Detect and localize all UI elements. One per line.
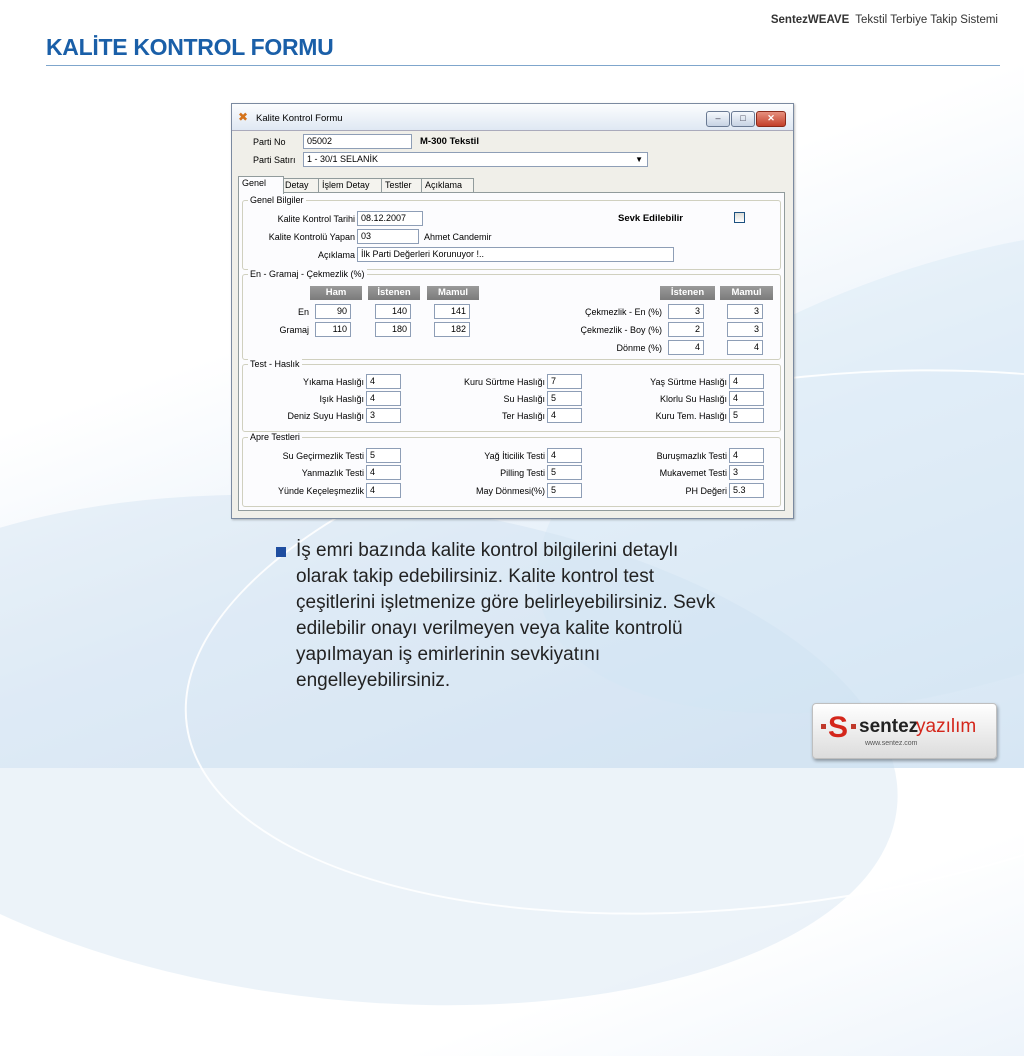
logo-url: www.sentez.com [865, 740, 918, 747]
donme-istenen-input[interactable]: 4 [668, 340, 704, 355]
apre-label: Su Geçirmezlik Testi [282, 451, 364, 461]
parti-satiri-label: Parti Satırı [253, 155, 296, 165]
yapan-label: Kalite Kontrolü Yapan [268, 232, 355, 242]
haslik-input[interactable]: 4 [547, 408, 582, 423]
close-button[interactable]: ✕ [756, 111, 786, 127]
logo-word-yazilim: yazılım [916, 716, 977, 737]
group-genel-bilgiler [242, 195, 781, 270]
group-title: Apre Testleri [250, 432, 300, 442]
tab-islem-detay[interactable]: İşlem Detay [318, 178, 384, 193]
bullet-list [276, 538, 716, 694]
parti-no-input[interactable]: 05002 [303, 134, 412, 149]
sevk-label: Sevk Edilebilir [618, 213, 683, 224]
donme-label: Dönme (%) [616, 343, 662, 353]
gramaj-mamul-input[interactable]: 182 [434, 322, 470, 337]
haslik-input[interactable]: 3 [366, 408, 401, 423]
logo-word-sentez: sentez [859, 716, 919, 737]
haslik-input[interactable]: 4 [366, 391, 401, 406]
bullet-square-icon [276, 547, 286, 557]
gramaj-label: Gramaj [279, 325, 309, 335]
haslik-label: Su Haslığı [503, 394, 545, 404]
sentez-logo [812, 703, 997, 759]
brand-subtitle: Tekstil Terbiye Takip Sistemi [855, 14, 998, 26]
apre-label: Buruşmazlık Testi [656, 451, 727, 461]
maximize-button[interactable]: □ [731, 111, 755, 127]
slide-title: KALİTE KONTROL FORMU [46, 34, 334, 60]
group-test-haslik [242, 359, 781, 432]
app-icon: ✖ [238, 110, 249, 124]
apre-label: Mukavemet Testi [659, 468, 727, 478]
logo-dot-icon [851, 724, 856, 729]
group-en-gramaj [242, 269, 781, 360]
chevron-down-icon[interactable]: ▼ [635, 155, 643, 164]
window-titlebar[interactable] [232, 104, 793, 131]
parti-satiri-value: 1 - 30/1 SELANİK [307, 154, 379, 164]
tab-testler[interactable]: Testler [381, 178, 424, 193]
haslik-input[interactable]: 5 [547, 391, 582, 406]
cek-boy-label: Çekmezlik - Boy (%) [580, 325, 662, 335]
tab-detay[interactable]: Detay [281, 178, 320, 193]
apre-input[interactable]: 5 [547, 483, 582, 498]
yapan-code-input[interactable]: 03 [357, 229, 419, 244]
logo-dot-icon [821, 724, 826, 729]
en-mamul-input[interactable]: 141 [434, 304, 470, 319]
haslik-label: Deniz Suyu Haslığı [287, 411, 364, 421]
tab-panel-genel [238, 192, 785, 511]
slide-header [771, 14, 998, 26]
minimize-button[interactable]: – [706, 111, 730, 127]
group-apre-testleri [242, 432, 781, 507]
haslik-input[interactable]: 7 [547, 374, 582, 389]
apre-input[interactable]: 5.3 [729, 483, 764, 498]
cek-en-istenen-input[interactable]: 3 [668, 304, 704, 319]
apre-label: Yünde Keçeleşmezlik [277, 486, 364, 496]
group-title: Genel Bilgiler [250, 195, 304, 205]
brand-name: SentezWEAVE [770, 14, 850, 26]
tarih-input[interactable]: 08.12.2007 [357, 211, 423, 226]
haslik-input[interactable]: 4 [729, 374, 764, 389]
apre-input[interactable]: 4 [366, 483, 401, 498]
col-header-cek-mamul: Mamul [720, 286, 773, 300]
en-ham-input[interactable]: 90 [315, 304, 351, 319]
apre-label: May Dönmesi(%) [475, 486, 545, 496]
aciklama-input[interactable]: İlk Parti Değerleri Korunuyor !.. [357, 247, 674, 262]
tab-genel[interactable]: Genel [238, 176, 284, 194]
tarih-label: Kalite Kontrol Tarihi [277, 214, 355, 224]
cek-boy-mamul-input[interactable]: 3 [727, 322, 763, 337]
haslik-label: Işık Haslığı [319, 394, 364, 404]
haslik-label: Kuru Tem. Haslığı [655, 411, 727, 421]
parti-satiri-select[interactable] [303, 152, 648, 167]
title-divider [46, 65, 1000, 66]
haslik-label: Klorlu Su Haslığı [659, 394, 727, 404]
bullet-text: İş emri bazında kalite kontrol bilgilerini detaylı olarak takip edebilirsiniz. Kalite kontrol test çeşitlerini işletmenize göre belirleyebilirsiniz. Sevk edilebilir onayı verilmeyen veya kalite kontrolü yapılmayan iş emirlerinin sevkiyatını engelleyebilirsiniz. [296, 540, 716, 691]
col-header-mamul: Mamul [427, 286, 479, 300]
col-header-istenen: İstenen [368, 286, 420, 300]
apre-input[interactable]: 3 [729, 465, 764, 480]
parti-no-label: Parti No [253, 137, 286, 147]
sevk-checkbox[interactable] [734, 212, 745, 223]
cek-en-label: Çekmezlik - En (%) [584, 307, 662, 317]
product-name: M-300 Tekstil [420, 136, 479, 147]
apre-label: Yağ İticilik Testi [484, 451, 545, 461]
haslik-label: Kuru Sürtme Haslığı [463, 377, 545, 387]
haslik-label: Yaş Sürtme Haslığı [650, 377, 727, 387]
cek-en-mamul-input[interactable]: 3 [727, 304, 763, 319]
en-label: En [297, 307, 309, 317]
cek-boy-istenen-input[interactable]: 2 [668, 322, 704, 337]
yapan-name: Ahmet Candemir [424, 232, 492, 242]
logo-s-icon: S [828, 711, 849, 744]
bullet-item [276, 538, 716, 694]
apre-input[interactable]: 4 [729, 448, 764, 463]
haslik-label: Yıkama Haslığı [302, 377, 364, 387]
haslik-label: Ter Haslığı [501, 411, 545, 421]
apre-input[interactable]: 5 [547, 465, 582, 480]
apre-input[interactable]: 4 [547, 448, 582, 463]
en-istenen-input[interactable]: 140 [375, 304, 411, 319]
haslik-input[interactable]: 5 [729, 408, 764, 423]
tab-aciklama[interactable]: Açıklama [421, 178, 474, 193]
apre-label: PH Değeri [685, 486, 727, 496]
aciklama-label: Açıklama [317, 250, 355, 260]
gramaj-ham-input[interactable]: 110 [315, 322, 351, 337]
apre-label: Pilling Testi [500, 468, 545, 478]
haslik-input[interactable]: 4 [366, 374, 401, 389]
apre-label: Yanmazlık Testi [301, 468, 364, 478]
col-header-cek-istenen: İstenen [660, 286, 715, 300]
group-title: Test - Haslık [250, 359, 300, 369]
kalite-kontrol-window [231, 103, 794, 519]
gramaj-istenen-input[interactable]: 180 [375, 322, 411, 337]
haslik-input[interactable]: 4 [729, 391, 764, 406]
apre-input[interactable]: 5 [366, 448, 401, 463]
col-header-ham: Ham [310, 286, 362, 300]
window-title: Kalite Kontrol Formu [256, 113, 343, 124]
donme-mamul-input[interactable]: 4 [727, 340, 763, 355]
group-title: En - Gramaj - Çekmezlik (%) [250, 269, 365, 279]
apre-input[interactable]: 4 [366, 465, 401, 480]
